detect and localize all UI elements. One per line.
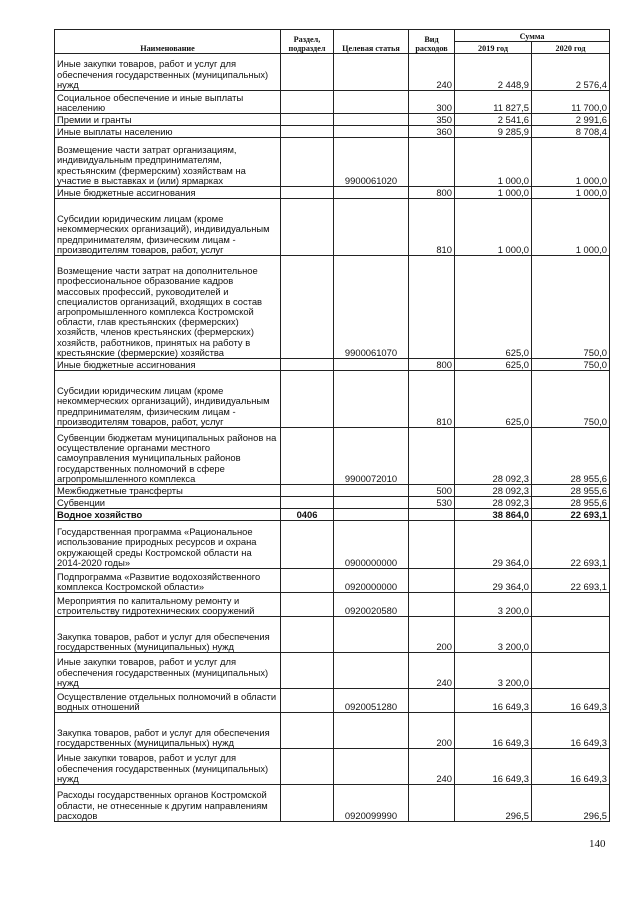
- row-target: [334, 749, 409, 785]
- row-section: [281, 569, 334, 593]
- row-type: 240: [409, 653, 455, 689]
- row-sum-2020: 28 955,6: [532, 485, 610, 497]
- row-sum-2020: 16 649,3: [532, 713, 610, 749]
- row-section: [281, 187, 334, 199]
- row-sum-2020: 22 693,1: [532, 509, 610, 521]
- row-target: [334, 371, 409, 428]
- table-body: [55, 54, 610, 822]
- table-row: [55, 485, 610, 497]
- row-section: [281, 713, 334, 749]
- row-name: Закупка товаров, работ и услуг для обеспечения государственных (муниципальных) нужд: [55, 713, 281, 749]
- row-name: Осуществление отдельных полномочий в области водных отношений: [55, 689, 281, 713]
- row-sum-2020: 2 576,4: [532, 54, 610, 91]
- row-target: [334, 91, 409, 114]
- row-name: Расходы государственных органов Костромской области, не отнесенные к другим направлениям расходов: [55, 785, 281, 822]
- row-section: [281, 138, 334, 187]
- row-name: Межбюджетные трансферты: [55, 485, 281, 497]
- row-name: Закупка товаров, работ и услуг для обеспечения государственных (муниципальных) нужд: [55, 617, 281, 653]
- row-type: 240: [409, 749, 455, 785]
- row-target: [334, 617, 409, 653]
- row-target: [334, 497, 409, 509]
- row-sum-2019: 625,0: [455, 359, 532, 371]
- table-header: [55, 30, 610, 54]
- row-section: [281, 199, 334, 256]
- row-section: [281, 749, 334, 785]
- row-sum-2019: 2 541,6: [455, 114, 532, 126]
- row-sum-2020: 1 000,0: [532, 199, 610, 256]
- row-target: 9900061070: [334, 256, 409, 359]
- table-row: [55, 593, 610, 617]
- header-sum: Сумма: [455, 30, 610, 42]
- table-row: [55, 509, 610, 521]
- header-section: Раздел, подраздел: [281, 30, 334, 54]
- row-section: 0406: [281, 509, 334, 521]
- row-type: [409, 509, 455, 521]
- row-name: Субвенции бюджетам муниципальных районов на осуществление органами местного самоуправления муниципальных районов государственных полномочий в сфере агропромышленного комплекса: [55, 428, 281, 485]
- row-sum-2019: 28 092,3: [455, 497, 532, 509]
- header-type: Вид расходов: [409, 30, 455, 54]
- row-type: 530: [409, 497, 455, 509]
- table-row: [55, 689, 610, 713]
- row-type: [409, 569, 455, 593]
- row-sum-2019: 1 000,0: [455, 138, 532, 187]
- row-sum-2019: 28 092,3: [455, 485, 532, 497]
- row-type: [409, 785, 455, 822]
- row-name: Иные закупки товаров, работ и услуг для обеспечения государственных (муниципальных) нужд: [55, 54, 281, 91]
- row-sum-2020: 750,0: [532, 359, 610, 371]
- header-year-2020: 2020 год: [532, 42, 610, 54]
- row-sum-2019: 625,0: [455, 256, 532, 359]
- row-sum-2019: 29 364,0: [455, 521, 532, 569]
- row-sum-2019: 38 864,0: [455, 509, 532, 521]
- table-row: [55, 371, 610, 428]
- row-type: 300: [409, 91, 455, 114]
- row-target: 0900000000: [334, 521, 409, 569]
- header-target: Целевая статья: [334, 30, 409, 54]
- row-type: 350: [409, 114, 455, 126]
- table-row: [55, 497, 610, 509]
- row-type: [409, 256, 455, 359]
- row-sum-2020: 750,0: [532, 371, 610, 428]
- row-name: Иные закупки товаров, работ и услуг для обеспечения государственных (муниципальных) нужд: [55, 653, 281, 689]
- row-sum-2019: 3 200,0: [455, 617, 532, 653]
- row-section: [281, 54, 334, 91]
- row-target: 9900072010: [334, 428, 409, 485]
- row-sum-2019: 625,0: [455, 371, 532, 428]
- table-row: [55, 713, 610, 749]
- row-sum-2019: 1 000,0: [455, 199, 532, 256]
- header-name: Наименование: [55, 30, 281, 54]
- table-row: [55, 138, 610, 187]
- table-row: [55, 54, 610, 91]
- row-type: 500: [409, 485, 455, 497]
- row-sum-2020: 1 000,0: [532, 138, 610, 187]
- row-type: 800: [409, 359, 455, 371]
- page-number: 140: [589, 838, 606, 850]
- row-section: [281, 371, 334, 428]
- row-section: [281, 256, 334, 359]
- row-name: Возмещение части затрат на дополнительное профессиональное образование кадров массовых профессий, руководителей и специалистов организаций, входящих в состав агропромышленного комплекса Костромской области, глав крестьянских (фермерских) хозяйств, членов крестьянских (фермерских) хозяйств, работников, принятых на работу в крестьянские (фермерские) хозяйства: [55, 256, 281, 359]
- row-name: Иные бюджетные ассигнования: [55, 187, 281, 199]
- row-type: 810: [409, 371, 455, 428]
- row-section: [281, 689, 334, 713]
- row-target: [334, 713, 409, 749]
- row-type: 360: [409, 126, 455, 138]
- row-target: 0920051280: [334, 689, 409, 713]
- row-sum-2019: 16 649,3: [455, 749, 532, 785]
- row-section: [281, 359, 334, 371]
- row-name: Возмещение части затрат организациям, индивидуальным предпринимателям, крестьянским (фермерским) хозяйствам на участие в выставках и (или) ярмарках: [55, 138, 281, 187]
- row-sum-2020: [532, 617, 610, 653]
- table-row: [55, 359, 610, 371]
- table-row: [55, 653, 610, 689]
- row-sum-2020: 2 991,6: [532, 114, 610, 126]
- row-sum-2020: 22 693,1: [532, 569, 610, 593]
- table-row: [55, 521, 610, 569]
- row-type: [409, 689, 455, 713]
- table-row: [55, 428, 610, 485]
- row-sum-2019: 9 285,9: [455, 126, 532, 138]
- table-row: [55, 256, 610, 359]
- table-row: [55, 199, 610, 256]
- table-row: [55, 617, 610, 653]
- row-name: Иные закупки товаров, работ и услуг для обеспечения государственных (муниципальных) нужд: [55, 749, 281, 785]
- row-sum-2019: 16 649,3: [455, 713, 532, 749]
- row-type: 200: [409, 617, 455, 653]
- table-row: [55, 569, 610, 593]
- row-sum-2020: 28 955,6: [532, 497, 610, 509]
- row-sum-2020: 16 649,3: [532, 689, 610, 713]
- row-name: Иные бюджетные ассигнования: [55, 359, 281, 371]
- row-target: 0920099990: [334, 785, 409, 822]
- row-section: [281, 114, 334, 126]
- row-type: 810: [409, 199, 455, 256]
- row-target: 0920000000: [334, 569, 409, 593]
- row-target: [334, 54, 409, 91]
- row-section: [281, 91, 334, 114]
- row-section: [281, 497, 334, 509]
- table-row: [55, 187, 610, 199]
- row-sum-2019: 1 000,0: [455, 187, 532, 199]
- table-row: [55, 114, 610, 126]
- row-sum-2019: 2 448,9: [455, 54, 532, 91]
- row-section: [281, 617, 334, 653]
- row-section: [281, 653, 334, 689]
- row-type: 240: [409, 54, 455, 91]
- row-section: [281, 785, 334, 822]
- row-name: Субсидии юридическим лицам (кроме некоммерческих организаций), индивидуальным предпринимателям, физическим лицам - производителям товаров, работ, услуг: [55, 371, 281, 428]
- row-sum-2019: 3 200,0: [455, 593, 532, 617]
- table-row: [55, 91, 610, 114]
- row-name: Субвенции: [55, 497, 281, 509]
- row-type: 800: [409, 187, 455, 199]
- row-name: Подпрограмма «Развитие водохозяйственного комплекса Костромской области»: [55, 569, 281, 593]
- row-target: [334, 199, 409, 256]
- row-sum-2019: 16 649,3: [455, 689, 532, 713]
- row-name: Социальное обеспечение и иные выплаты населению: [55, 91, 281, 114]
- row-section: [281, 485, 334, 497]
- row-section: [281, 428, 334, 485]
- row-type: [409, 521, 455, 569]
- row-target: [334, 126, 409, 138]
- table-row: [55, 785, 610, 822]
- row-name: Премии и гранты: [55, 114, 281, 126]
- row-sum-2020: [532, 653, 610, 689]
- row-name: Государственная программа «Рациональное использование природных ресурсов и охрана окружающей среды Костромской области на 2014-2020 годы»: [55, 521, 281, 569]
- row-type: [409, 428, 455, 485]
- row-target: [334, 187, 409, 199]
- row-name: Субсидии юридическим лицам (кроме некоммерческих организаций), индивидуальным предпринимателям, физическим лицам - производителям товаров, работ, услуг: [55, 199, 281, 256]
- budget-table: [54, 29, 610, 822]
- row-target: [334, 359, 409, 371]
- row-target: 9900061020: [334, 138, 409, 187]
- row-sum-2019: 296,5: [455, 785, 532, 822]
- row-sum-2019: 11 827,5: [455, 91, 532, 114]
- row-target: [334, 114, 409, 126]
- row-target: [334, 485, 409, 497]
- row-sum-2020: 16 649,3: [532, 749, 610, 785]
- row-sum-2020: 11 700,0: [532, 91, 610, 114]
- row-name: Водное хозяйство: [55, 509, 281, 521]
- row-target: 0920020580: [334, 593, 409, 617]
- row-sum-2020: 8 708,4: [532, 126, 610, 138]
- row-type: [409, 138, 455, 187]
- row-target: [334, 653, 409, 689]
- row-section: [281, 126, 334, 138]
- table-row: [55, 749, 610, 785]
- row-sum-2020: 750,0: [532, 256, 610, 359]
- table-row: [55, 126, 610, 138]
- row-type: [409, 593, 455, 617]
- row-sum-2020: 28 955,6: [532, 428, 610, 485]
- row-name: Мероприятия по капитальному ремонту и строительству гидротехнических сооружений: [55, 593, 281, 617]
- row-section: [281, 521, 334, 569]
- row-name: Иные выплаты населению: [55, 126, 281, 138]
- row-sum-2019: 3 200,0: [455, 653, 532, 689]
- row-target: [334, 509, 409, 521]
- row-section: [281, 593, 334, 617]
- row-sum-2020: [532, 593, 610, 617]
- row-sum-2020: 1 000,0: [532, 187, 610, 199]
- row-sum-2020: 22 693,1: [532, 521, 610, 569]
- row-type: 200: [409, 713, 455, 749]
- row-sum-2019: 28 092,3: [455, 428, 532, 485]
- row-sum-2020: 296,5: [532, 785, 610, 822]
- row-sum-2019: 29 364,0: [455, 569, 532, 593]
- header-year-2019: 2019 год: [455, 42, 532, 54]
